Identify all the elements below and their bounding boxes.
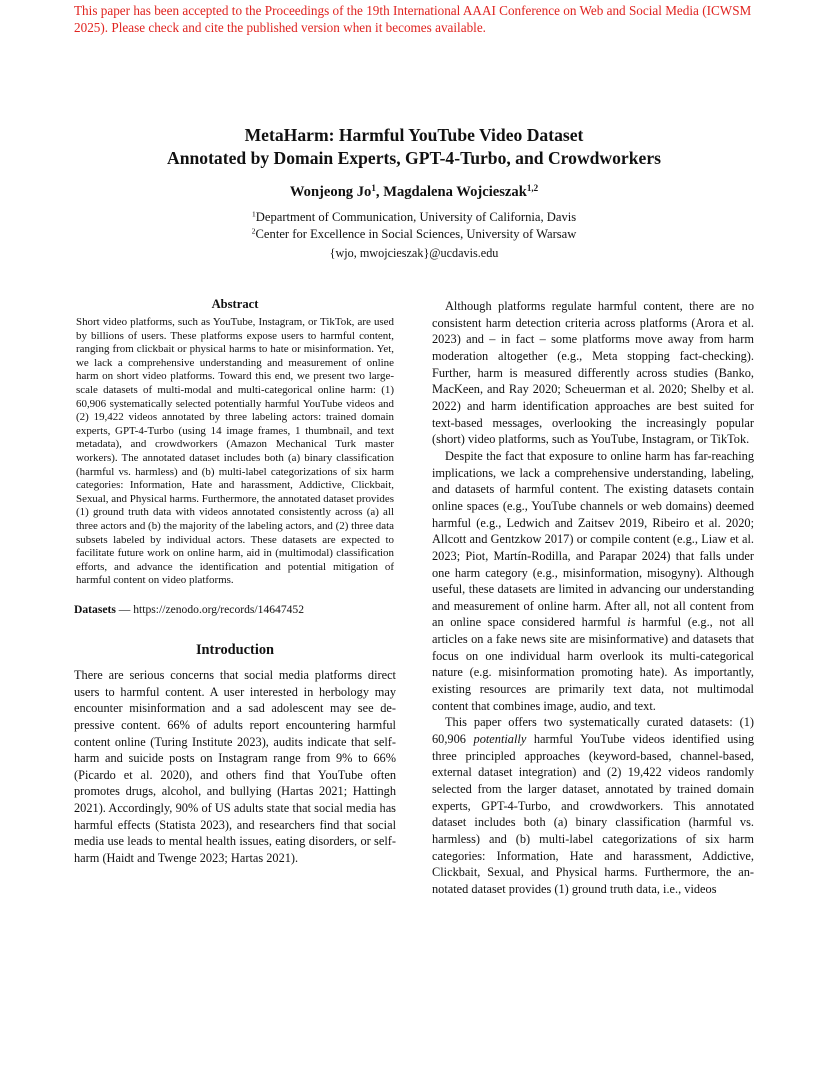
body-paragraph: Although platforms regulate harmful content, there are no consistent harm detection criteria across platforms (Arora et al. 2023) and – in fact – some platforms move away from harm moderation altogether (e.g., Meta stopping fact-checking). Further, harm is measured differently across studies (Banko, MacKeen, and Ray 2020; Scheuerman et al. 2020; Shelby et al. 2022) and harm identification approaches are best suited for text-based messages, overlooking the increasingly popular (short) video platforms, such as YouTube, Instagram, or TikTok.: [432, 299, 754, 447]
body-paragraph: [432, 714, 754, 897]
datasets-dash: —: [115, 602, 134, 616]
text-run: harmful YouTube videos identified using three principled approaches (keyword-based, channel-based, external dataset integration) and (2) 19,422 videos randomly selected from the larger dataset, annotated by trained domain experts, GPT-4-Turbo, and crowdworkers. This annotated dataset includes both (a) binary classification (harmful vs. harmless) and (b) multi-label categorizations of six harm categories: Information, Hate and harassment, Addictive, Clickbait, Sexual, and Physical harms. Furthermore, the annotated dataset provides (1) ground truth data, i.e., videos: [432, 732, 754, 896]
affiliation-mark: 2: [251, 226, 256, 236]
emphasis-text: is: [627, 615, 636, 630]
author-separator: ,: [375, 184, 384, 200]
text-run: harmful (e.g., not all articles on a fake news site are misinformative) and datasets that focus on one individual harm overlook its multi-categorical nature (e.g. misinformation promoting hate). As importantly, existing resources are primarily text data, not multimodal content that combines image, audio, and text.: [432, 615, 754, 713]
title-line-2: Annotated by Domain Experts, GPT-4-Turbo, and Crowdworkers: [167, 148, 661, 168]
text-run: This paper offers two systematically curated datasets: (1) 60,906: [432, 715, 754, 747]
introduction-paragraph: There are serious concerns that social media platforms direct users to harmful content. A user interested in herbology may encounter misinformation and a sad adolescent may see depressive content. 66% of adults report encountering harmful content online (Turing Institute 2023), audits indicate that self-harm and suicide posts on Instagram range from 9% to 66% (Picardo et al. 2020), and others find that YouTube often promotes drugs, alcohol, and bullying (Hartas 2021; Hattingh 2021). Accordingly, 90% of US adults state that social media has harmful effects (Statista 2023), and researchers find that social media use leads to mental health issues, eating disorders, or self-harm (Haidt and Twenge 2023; Hartas 2021).: [74, 667, 396, 866]
publication-notice: This paper has been accepted to the Proceedings of the 19th International AAAI Conference on Web and Social Media (ICWSM 2025). Please check and cite the published version when it becomes available.: [74, 3, 752, 35]
left-column: [74, 296, 396, 867]
author-email: {wjo, mwojcieszak}@ucdavis.edu: [329, 246, 499, 260]
author-name: Magdalena Wojcieszak: [383, 184, 527, 200]
body-paragraph: [432, 448, 754, 715]
introduction-heading: Introduction: [195, 641, 275, 658]
author-list: [60, 183, 768, 201]
datasets-label: Datasets: [74, 602, 116, 616]
paper-title: [60, 124, 768, 170]
author-affiliation-mark: 1,2: [526, 183, 539, 194]
title-line-1: MetaHarm: Harmful YouTube Video Dataset: [244, 125, 584, 145]
author-affiliation-mark: 1: [371, 183, 376, 194]
abstract-heading: Abstract: [211, 297, 259, 311]
text-run: Despite the fact that exposure to online harm has far-reaching implications, we lack a comprehensive understanding, labeling, and datasets of harmful content. The existing datasets contain online spaces (e.g., YouTube channels or web domains) deemed harmful (e.g., Ledwich and Zaitsev 2019, Ribeiro et al. 2020; Allcott and Gentzkow 2017) or compile content (e.g., Liaw et al. 2023; Piot, Martín-Rodilla, and Parapar 2024) that falls under one harm category (e.g., misinformation, misogyny). Although useful, these datasets are limited in advancing our understanding and measurement of online harm. After all, not all content from an online space considered harmful: [432, 448, 754, 630]
affiliation: [60, 209, 768, 225]
abstract-text: Short video platforms, such as YouTube, Instagram, or TikTok, are used by billions of users. These platforms expose users to harmful content, ranging from clickbait or physical harms to hate or misinformation. Yet, we lack a comprehensive understanding and measurement of online harm on short video platforms. Toward this end, we present two large-scale datasets of multi-modal and multi-categorical online harm: (1) 60,906 systematically selected potentially harmful YouTube videos and (2) 19,422 videos annotated by three labeling actors: trained domain experts, GPT-4-Turbo (using 14 image frames, 1 thumbnail, and text metadata), and crowdworkers (Amazon Mechanical Turk master workers). The annotated dataset includes both (a) binary classification (harmful vs. harmless) and (b) multi-label categorizations of six harm categories: Information, Hate and harassment, Addictive, Clickbait, Sexual, and Physical harms. Furthermore, the annotated dataset provides (1) ground truth data with videos annotated consistently across (a) all three actors and (b) the majority of the labeling actors, and (2) three data subsets labeled by individual actors. These datasets are expected to facilitate future work on online harm, aid in (multimodal) classification efforts, and advance the identification and potential mitigation of harmful content on video platforms.: [76, 316, 395, 587]
emphasis-text: potentially: [473, 732, 527, 747]
right-column: [432, 298, 754, 898]
datasets-link[interactable]: https://zenodo.org/records/14647452: [133, 602, 305, 616]
affiliation-mark: 1: [251, 209, 256, 219]
datasets-line: [74, 602, 396, 617]
author-name: Wonjeong Jo: [289, 184, 372, 200]
affiliation-text: Center for Excellence in Social Sciences, University of Warsaw: [255, 227, 577, 241]
affiliation: [60, 226, 768, 242]
affiliation-text: Department of Communication, University of California, Davis: [255, 210, 577, 224]
